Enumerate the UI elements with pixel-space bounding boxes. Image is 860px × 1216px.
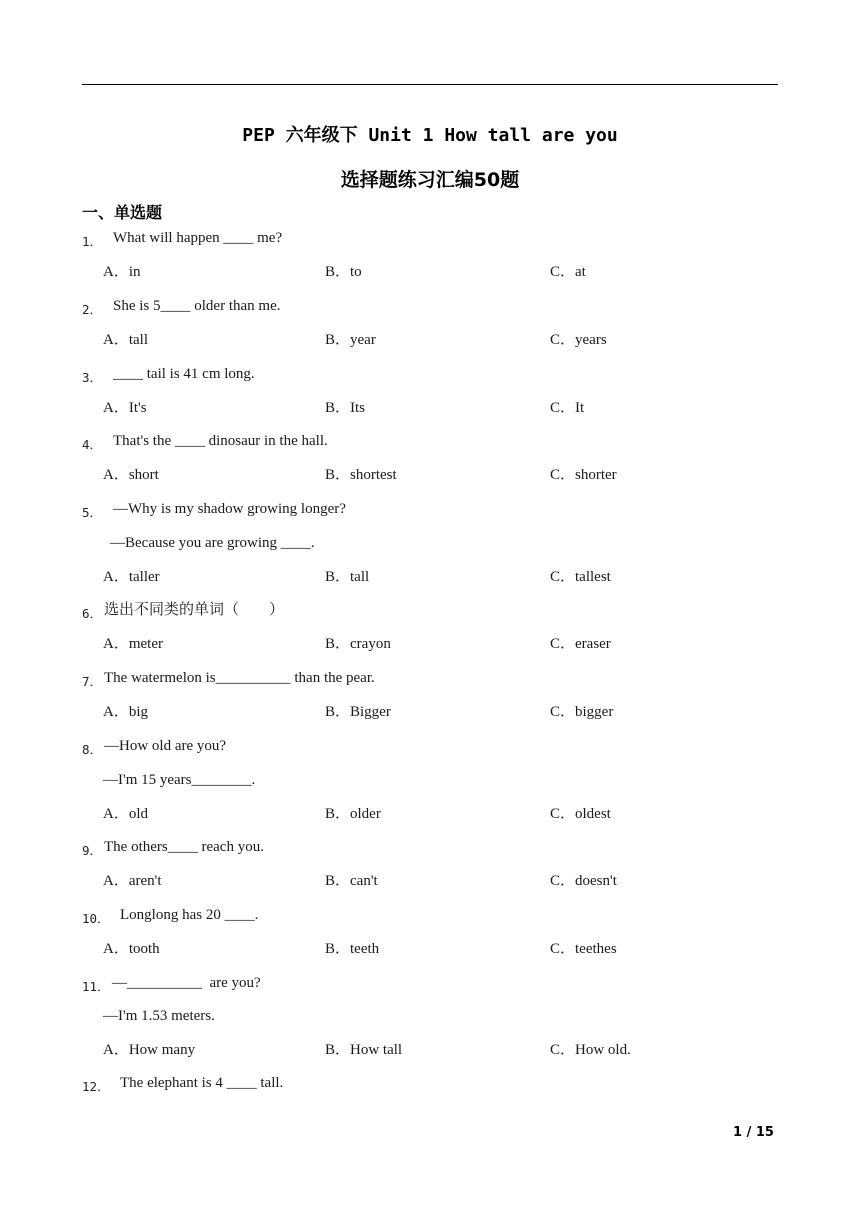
question-stem-line2: —I'm 15 years________. [103, 772, 256, 788]
option-b[interactable]: B．Its [325, 400, 366, 416]
section-heading: 一、单选题 [82, 203, 163, 222]
option-a[interactable]: A．meter [103, 636, 163, 652]
question-stem-line2: —Because you are growing ____. [110, 535, 315, 551]
option-c[interactable]: C．bigger [550, 704, 614, 720]
question-stem: —How old are you? [104, 738, 227, 754]
option-c[interactable]: C．years [550, 332, 607, 348]
option-c[interactable]: C．How old. [550, 1042, 631, 1058]
question-number: 11． [82, 979, 110, 994]
question-number: 1． [82, 234, 103, 249]
option-b[interactable]: B．can't [325, 873, 378, 889]
question-stem: 选出不同类的单词（ ） [104, 602, 285, 618]
option-a[interactable]: A．aren't [103, 873, 162, 889]
header-rule [82, 84, 778, 85]
question-number: 10． [82, 911, 110, 926]
option-c[interactable]: C．It [550, 400, 585, 416]
question-number: 12． [82, 1079, 110, 1094]
option-a[interactable]: A．short [103, 467, 159, 483]
question-number: 6． [82, 606, 103, 621]
option-a[interactable]: A．tooth [103, 941, 160, 957]
option-a[interactable]: A．big [103, 704, 149, 720]
question-number: 2． [82, 302, 103, 317]
option-a[interactable]: A．How many [103, 1042, 196, 1058]
option-c[interactable]: C．eraser [550, 636, 611, 652]
question-stem: ____ tail is 41 cm long. [113, 366, 255, 382]
option-b[interactable]: B．tall [325, 569, 370, 585]
option-c[interactable]: C．doesn't [550, 873, 617, 889]
question-stem: The others____ reach you. [104, 839, 264, 855]
option-c[interactable]: C．oldest [550, 806, 611, 822]
option-c[interactable]: C．at [550, 264, 586, 280]
question-stem: The watermelon is__________ than the pear. [104, 670, 375, 686]
question-number: 5． [82, 505, 103, 520]
option-b[interactable]: B．older [325, 806, 381, 822]
option-b[interactable]: B．shortest [325, 467, 397, 483]
option-c[interactable]: C．tallest [550, 569, 611, 585]
page-number: 1 / 15 [733, 1125, 774, 1140]
question-stem: —Why is my shadow growing longer? [113, 501, 346, 517]
option-b[interactable]: B．teeth [325, 941, 380, 957]
question-number: 8． [82, 742, 103, 757]
page-title: PEP 六年级下 Unit 1 How tall are you [242, 125, 618, 146]
question-number: 7． [82, 674, 103, 689]
option-b[interactable]: B．year [325, 332, 376, 348]
question-stem: —__________ are you? [112, 975, 261, 991]
option-c[interactable]: C．teethes [550, 941, 617, 957]
option-a[interactable]: A．old [103, 806, 149, 822]
page-subtitle: 选择题练习汇编50题 [340, 169, 520, 191]
question-number: 4． [82, 437, 103, 452]
question-stem: The elephant is 4 ____ tall. [120, 1075, 284, 1091]
question-stem: Longlong has 20 ____. [120, 907, 259, 923]
question-number: 9． [82, 843, 103, 858]
option-b[interactable]: B．crayon [325, 636, 391, 652]
option-b[interactable]: B．Bigger [325, 704, 391, 720]
question-stem: That's the ____ dinosaur in the hall. [113, 433, 328, 449]
option-a[interactable]: A．It's [103, 400, 147, 416]
question-stem: What will happen ____ me? [113, 230, 283, 246]
question-stem-line2: —I'm 1.53 meters. [103, 1008, 215, 1024]
option-a[interactable]: A．taller [103, 569, 160, 585]
option-b[interactable]: B．How tall [325, 1042, 403, 1058]
option-c[interactable]: C．shorter [550, 467, 617, 483]
question-number: 3． [82, 370, 103, 385]
option-a[interactable]: A．tall [103, 332, 148, 348]
option-b[interactable]: B．to [325, 264, 362, 280]
option-a[interactable]: A．in [103, 264, 141, 280]
question-stem: She is 5____ older than me. [113, 298, 281, 314]
